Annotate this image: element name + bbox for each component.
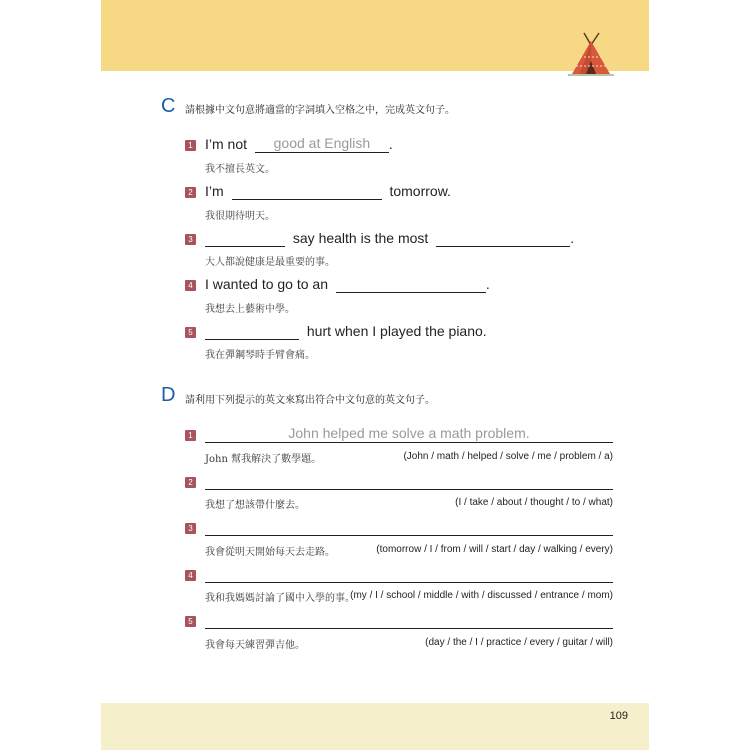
d4-chinese: 我和我媽媽討論了國中入學的事。 [205,593,355,604]
d3-number-badge: 3 [185,523,196,534]
c3-blank-1[interactable] [205,230,285,247]
c3-sentence [205,229,574,247]
d2-chinese: 我想了想該帶什麼去。 [205,500,305,511]
d1-number-badge: 1 [185,430,196,441]
c1-sentence [205,135,393,153]
c3-chinese: 大人都說健康是最重要的事。 [205,257,335,268]
c5-sentence [205,322,487,340]
c5-blank[interactable] [205,323,299,340]
d3-answer-line[interactable] [205,517,613,536]
d5-number-badge: 5 [185,616,196,627]
c1-chinese: 我不擅長英文。 [205,164,275,175]
c5-chinese: 我在彈鋼琴時手臂會痛。 [205,350,315,361]
c2-blank[interactable] [232,183,382,200]
d4-hint: (my / I / school / middle / with / discussed / entrance / mom) [350,590,613,601]
c2-chinese: 我很期待明天。 [205,211,275,222]
d5-answer-line[interactable] [205,610,613,629]
c4-chinese: 我想去上藝術中學。 [205,304,295,315]
c2-number-badge: 2 [185,187,196,198]
section-d-letter: D [161,384,176,406]
d5-hint: (day / the / I / practice / every / guitar / will) [425,637,613,648]
c5-text-after: hurt when I played the piano. [306,323,487,339]
section-c-letter: C [161,95,176,117]
d1-hint: (John / math / helped / solve / me / problem / a) [403,451,613,462]
c3-blank-2[interactable] [436,230,570,247]
d2-answer-line[interactable] [205,471,613,490]
left-margin [0,0,101,750]
section-c-instruction: 請根據中文句意將適當的字詞填入空格之中，完成英文句子。 [185,105,455,116]
c3-text-after: . [570,230,575,246]
c2-text-before: I’m [205,183,224,199]
c1-blank[interactable] [255,136,389,153]
d5-chinese: 我會每天練習彈吉他。 [205,640,305,651]
c4-text-before: I wanted to go to an [205,276,328,292]
c4-sentence [205,275,490,293]
c2-text-after: tomorrow. [389,183,451,199]
c4-text-after: . [485,276,490,292]
c1-answer: good at English [273,135,371,151]
c4-blank[interactable] [336,276,486,293]
c1-number-badge: 1 [185,140,196,151]
d3-hint: (tomorrow / I / from / will / start / day / walking / every) [376,544,613,555]
d4-number-badge: 4 [185,570,196,581]
c1-text-after: . [388,136,393,152]
d4-answer-line[interactable] [205,564,613,583]
c4-number-badge: 4 [185,280,196,291]
right-margin [649,0,750,750]
d2-hint: (I / take / about / thought / to / what) [455,497,613,508]
c3-text-mid: say health is the most [292,230,429,246]
d1-answer-line[interactable]: John helped me solve a math problem. [205,424,613,443]
d1-chinese: John 幫我解決了數學題。 [205,454,322,465]
d3-chinese: 我會從明天開始每天去走路。 [205,547,335,558]
c2-sentence [205,182,451,200]
c3-number-badge: 3 [185,234,196,245]
c5-number-badge: 5 [185,327,196,338]
page-number: 109 [609,710,628,722]
c1-text-before: I’m not [205,136,248,152]
teepee-icon [562,31,620,79]
d2-number-badge: 2 [185,477,196,488]
footer-band [101,703,649,750]
section-d-instruction: 請利用下列提示的英文來寫出符合中文句意的英文句子。 [185,395,435,406]
